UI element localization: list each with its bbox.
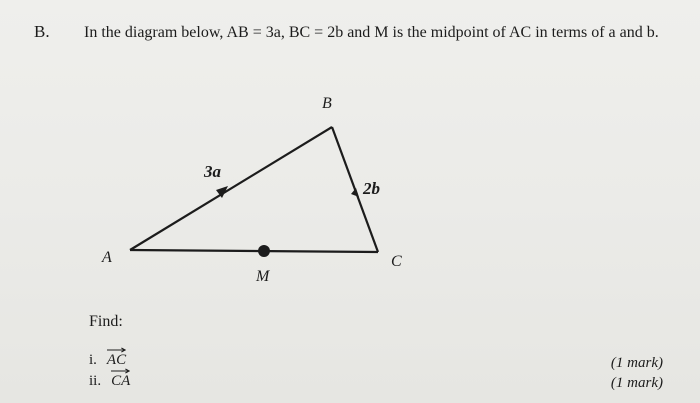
mark-allocation: (1 mark): [610, 375, 663, 391]
question-item: [89, 352, 126, 369]
vertex-label-a: A: [102, 249, 112, 266]
edge-label-bc: 2b: [363, 179, 380, 198]
edge-label-ab: 3a: [204, 162, 221, 181]
arrow-bc-icon: [351, 188, 359, 197]
vector-ca: [111, 373, 130, 390]
midpoint-dot: [258, 245, 270, 257]
vector-ac: [107, 352, 126, 369]
vertex-label-c: C: [391, 253, 402, 270]
item-numeral: ii.: [89, 373, 102, 389]
side-ac: [130, 250, 378, 252]
midpoint-label-m: M: [256, 268, 270, 285]
vector-text: AC: [106, 352, 127, 368]
question-item: [89, 373, 130, 390]
find-label: Find:: [89, 313, 123, 330]
item-numeral: i.: [89, 352, 97, 368]
mark-allocation: (1 mark): [610, 355, 663, 371]
question-number: B.: [34, 22, 50, 41]
question-prompt: In the diagram below, AB = 3a, BC = 2b and M is the midpoint of AC in terms of a and b.: [84, 24, 659, 41]
vector-text: CA: [111, 373, 131, 389]
vector-arrow-icon: [111, 368, 130, 374]
side-ab: [130, 127, 332, 250]
vertex-label-b: B: [322, 95, 332, 112]
vector-arrow-icon: [107, 347, 126, 353]
